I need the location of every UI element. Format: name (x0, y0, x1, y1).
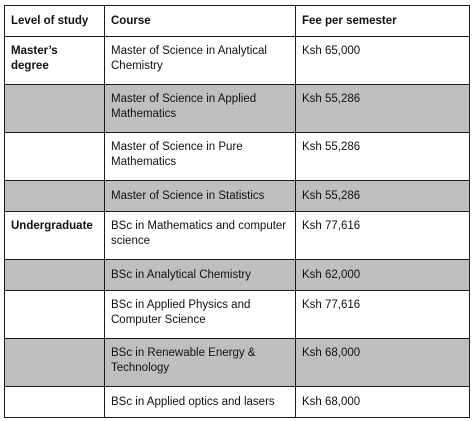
fee-cell: Ksh 55,286 (296, 85, 470, 133)
table-row (5, 133, 470, 181)
table-row (5, 387, 470, 418)
table-row (5, 291, 470, 339)
course-cell: BSc in Applied Physics and Computer Science (105, 291, 296, 339)
level-cell (5, 291, 105, 339)
fee-cell: Ksh 68,000 (296, 339, 470, 387)
header-level-of-study: Level of study (5, 6, 105, 37)
level-cell (5, 181, 105, 212)
course-cell: Master of Science in Pure Mathematics (105, 133, 296, 181)
course-cell: Master of Science in Analytical Chemistry (105, 37, 296, 85)
fee-cell: Ksh 65,000 (296, 37, 470, 85)
header-course: Course (105, 6, 296, 37)
course-cell: BSc in Renewable Energy & Technology (105, 339, 296, 387)
table-row (5, 339, 470, 387)
course-cell: BSc in Mathematics and computer science (105, 212, 296, 260)
fee-cell: Ksh 55,286 (296, 181, 470, 212)
course-cell: BSc in Applied optics and lasers (105, 387, 296, 418)
course-cell: BSc in Analytical Chemistry (105, 260, 296, 291)
level-cell (5, 85, 105, 133)
table-row (5, 260, 470, 291)
course-cell: Master of Science in Statistics (105, 181, 296, 212)
level-cell: Master’s degree (5, 37, 105, 85)
fee-cell: Ksh 55,286 (296, 133, 470, 181)
level-cell (5, 260, 105, 291)
fee-cell: Ksh 68,000 (296, 387, 470, 418)
table-row (5, 212, 470, 260)
fee-table (4, 5, 470, 418)
level-cell (5, 133, 105, 181)
fee-cell: Ksh 77,616 (296, 291, 470, 339)
fee-cell: Ksh 62,000 (296, 260, 470, 291)
table-row (5, 37, 470, 85)
level-cell (5, 387, 105, 418)
level-cell (5, 339, 105, 387)
header-fee-per-semester: Fee per semester (296, 6, 470, 37)
table-row (5, 181, 470, 212)
level-cell: Undergraduate (5, 212, 105, 260)
fee-cell: Ksh 77,616 (296, 212, 470, 260)
table-row (5, 85, 470, 133)
course-cell: Master of Science in Applied Mathematics (105, 85, 296, 133)
header-row (5, 6, 470, 37)
